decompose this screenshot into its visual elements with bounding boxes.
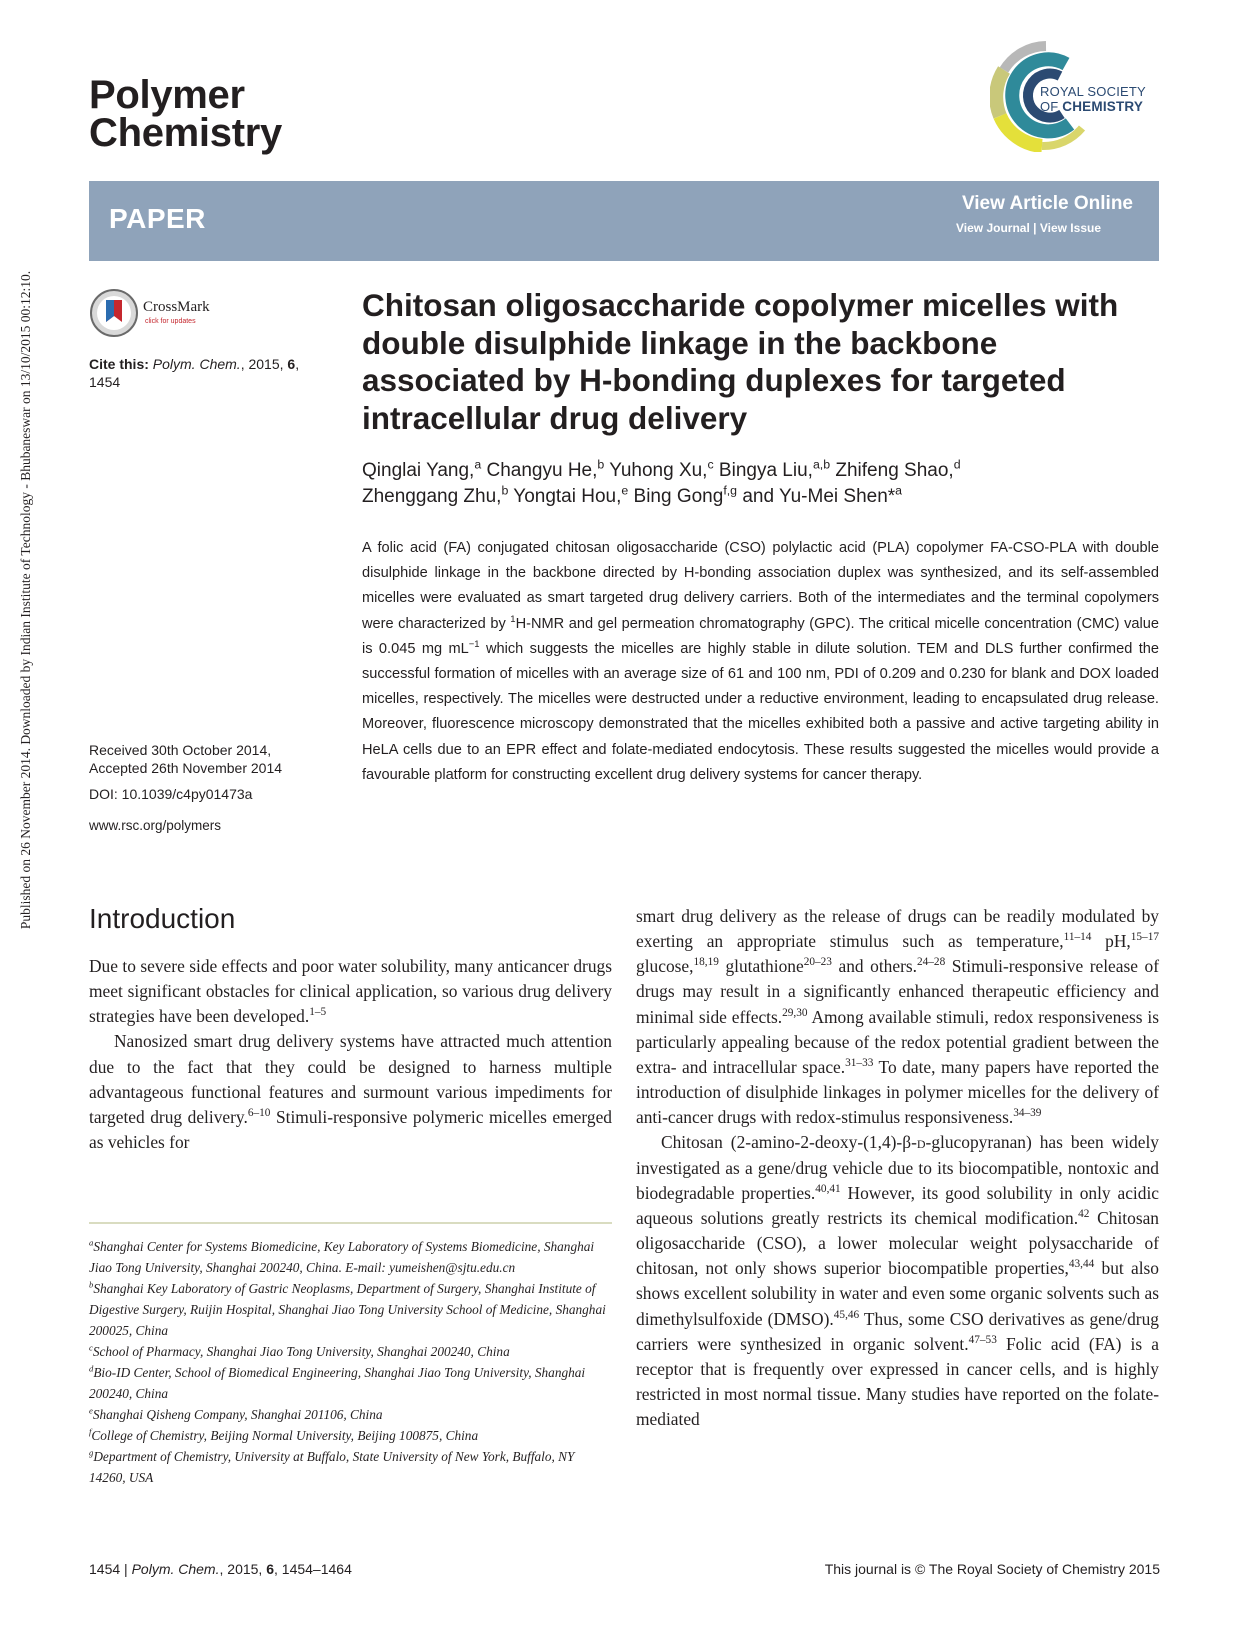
publisher-logo[interactable]	[990, 40, 1160, 152]
footnote-text: Department of Chemistry, University at Buffalo, State University of New York, Buffalo, NY 14260, USA	[89, 1449, 575, 1485]
cite-pages: , 1454	[89, 356, 300, 390]
reference-citation[interactable]: 24–28	[916, 956, 946, 969]
author-affiliation: b	[597, 457, 605, 472]
footnote-divider	[89, 1222, 612, 1224]
download-notice-text: Published on 26 November 2014. Downloaded by Indian Institute of Technology - Bhubaneswar on 13/10/2015 00:12:10.	[18, 270, 33, 930]
reference-citation[interactable]: 18,19	[693, 956, 719, 969]
received-date: Received 30th October 2014,	[89, 742, 272, 758]
body-text: pH,	[1091, 931, 1131, 952]
author: Zhifeng Shao,	[830, 460, 954, 481]
affiliation-footnotes	[89, 1236, 612, 1488]
footnote-text: Bio-ID Center, School of Biomedical Engineering, Shanghai Jiao Tong University, Shanghai 200240, China	[89, 1365, 586, 1401]
footer-year: , 2015,	[219, 1561, 267, 1577]
body-text: Chitosan oligosaccharide (CSO), a lower molecular weight polysaccharide of chitosan, not only shows superior biocompatible properties,	[636, 1207, 1160, 1279]
author-affiliation: b	[501, 483, 509, 498]
footnote-text: Shanghai Qisheng Company, Shanghai 201106, China	[92, 1407, 383, 1422]
author: Yongtai Hou,	[508, 486, 622, 507]
reference-citation[interactable]: 47–53	[968, 1333, 997, 1346]
journal-title-line1: Polymer	[89, 73, 245, 117]
footnote	[89, 1362, 612, 1404]
footnote	[89, 1278, 612, 1341]
paragraph	[89, 1029, 612, 1155]
page-footer-left	[89, 1561, 352, 1577]
footer-volume: 6	[266, 1561, 274, 1577]
author-list	[362, 458, 1162, 510]
reference-citation[interactable]: 34–39	[1013, 1107, 1042, 1120]
reference-citation[interactable]: 31–33	[845, 1057, 874, 1070]
accepted-date: Accepted 26th November 2014	[89, 760, 283, 776]
reference-citation[interactable]: 11–14	[1063, 931, 1092, 944]
footer-separator: |	[120, 1561, 132, 1577]
view-journal-link[interactable]: View Journal	[955, 221, 1030, 235]
footnote-text: School of Pharmacy, Shanghai Jiao Tong University, Shanghai 200240, China	[92, 1344, 510, 1359]
journal-title	[89, 73, 282, 155]
paragraph	[636, 904, 1159, 1130]
author: Zhenggang Zhu,	[362, 486, 502, 507]
author: Yuhong Xu,	[604, 460, 708, 481]
footnote	[89, 1236, 612, 1278]
crossmark-badge[interactable]	[89, 288, 229, 338]
crossmark-sublabel: click for updates	[145, 318, 196, 325]
body-text: To date, many papers have reported the introduction of disulphide linkages in polymer micelles for the delivery of anti-cancer drugs with redox-stimulus responsiveness.	[636, 1056, 1159, 1128]
paragraph	[89, 954, 612, 1029]
author-affiliation: a	[895, 483, 903, 498]
article-type-label: PAPER	[109, 203, 206, 234]
crossmark-label: CrossMark	[143, 299, 210, 315]
body-text: Folic acid (FA) is a receptor that is frequently over expressed in cancer cells, and is highly restricted in most normal tissue. Many studies have reported on the folate-mediated	[636, 1333, 1159, 1430]
author: and Yu-Mei Shen*	[737, 486, 896, 507]
footnote-text: Shanghai Center for Systems Biomedicine, Key Laboratory of Systems Biomedicine, Shanghai Jiao Tong University, Shanghai 200240, China. E-mail: yumeishen@sjtu.edu.cn	[89, 1239, 595, 1275]
banner-link-separator: |	[1033, 221, 1037, 235]
reference-citation[interactable]: 42	[1078, 1208, 1090, 1221]
article-type-banner	[89, 181, 1159, 261]
footnote-mark: b	[89, 1279, 94, 1290]
citation	[89, 355, 329, 391]
body-text: glucose,	[636, 956, 694, 977]
reference-citation[interactable]: 15–17	[1130, 931, 1159, 944]
doi[interactable]: DOI: 10.1039/c4py01473a	[89, 786, 253, 802]
footnote	[89, 1425, 612, 1446]
cite-volume: 6	[287, 356, 296, 372]
footnote-mark: f	[89, 1426, 92, 1437]
journal-title-line2: Chemistry	[89, 111, 282, 155]
body-text: Nanosized smart drug delivery systems have attracted much attention due to the fact that they could be designed to harness multiple advantageous functional features and surmount various impediments for targeted drug delivery.	[89, 1031, 612, 1127]
body-column-left	[89, 954, 612, 1155]
body-text: Stimuli-responsive polymeric micelles emerged as vehicles for	[89, 1106, 612, 1153]
rsc-logo-line1: ROYAL SOCIETY	[1040, 84, 1146, 99]
footnote-text: College of Chemistry, Beijing Normal University, Beijing 100875, China	[91, 1428, 479, 1443]
footnote-mark: a	[89, 1237, 94, 1248]
rsc-logo-text	[1040, 84, 1146, 114]
footnote-mark: g	[89, 1447, 94, 1458]
copyright-notice: This journal is © The Royal Society of Chemistry 2015	[824, 1561, 1160, 1577]
body-text: Due to severe side effects and poor water solubility, many anticancer drugs meet significant obstacles for clinical application, so various drug delivery strategies have been developed.	[89, 956, 612, 1027]
author: Bing Gong	[628, 486, 724, 507]
abstract-text: H-NMR and gel permeation chromatography (GPC). The critical micelle concentration (CMC) value is 0.045 mg mL	[362, 615, 1159, 657]
body-text: but also shows excellent solubility in water and even some organic solvents such as dimethylsulfoxide (DMSO).	[636, 1258, 1159, 1329]
body-text: -glucopyranan) has been widely investigated as a gene/drug vehicle due to its biocompatible, nontoxic and biodegradable properties.	[636, 1132, 1160, 1203]
body-text: and others.	[831, 956, 917, 977]
body-text: Among available stimuli, redox responsiveness is particularly appealing because of the redox potential gradient between the extra- and intracellular space.	[636, 1006, 1160, 1077]
paragraph	[636, 1130, 1159, 1432]
banner-links	[956, 221, 1101, 235]
abstract-text: A folic acid (FA) conjugated chitosan oligosaccharide (CSO) polylactic acid (PLA) copolymer FA-CSO-PLA with double disulphide linkage in the backbone directed by H-bonding association duplex was synthesized, and its self-assembled micelles were evaluated as smart targeted drug delivery carriers. Both of the intermediates and the terminal copolymers were characterized by	[362, 540, 1159, 632]
abstract-text: which suggests the micelles are highly stable in dilute solution. TEM and DLS further confirmed the successful formation of micelles with an average size of 61 and 100 nm, PDI of 0.209 and 0.230 for blank and DOX loaded micelles, respectively. The micelles were destructed under a reductive environment, leading to encapsulated drug release. Moreover, fluorescence microscopy demonstrated that the micelles exhibited both a passive and active targeting ability in HeLA cells due to an EPR effect and folate-mediated endocytosis. These results suggested the micelles would provide a favourable platform for constructing excellent drug delivery systems for cancer therapy.	[362, 640, 1159, 783]
journal-website-link[interactable]: www.rsc.org/polymers	[89, 818, 222, 833]
author: Bingya Liu,	[713, 460, 813, 481]
abstract	[362, 536, 1159, 788]
author: Qinglai Yang,	[362, 460, 475, 481]
author-affiliation: c	[707, 457, 714, 472]
author-affiliation: e	[621, 483, 629, 498]
abstract-superscript: 1	[510, 613, 516, 625]
reference-citation[interactable]: 6–10	[247, 1107, 271, 1120]
body-text: d	[916, 1132, 926, 1153]
author-affiliation: a	[474, 457, 482, 472]
cite-year: , 2015,	[240, 356, 288, 372]
body-text: However, its good solubility in only acidic aqueous solutions greatly restricts its chemical modification.	[636, 1182, 1160, 1228]
cite-journal: Polym. Chem.	[152, 356, 241, 372]
reference-citation[interactable]: 43,44	[1068, 1258, 1095, 1271]
crossmark-icon	[89, 288, 139, 338]
body-column-right	[636, 904, 1159, 1432]
reference-citation[interactable]: 45,46	[833, 1308, 860, 1321]
body-text: smart drug delivery as the release of drugs can be readily modulated by exerting an appropriate stimulus such as temperature,	[636, 906, 1159, 952]
footnote	[89, 1341, 612, 1362]
author-affiliation: a,b	[812, 457, 831, 472]
rsc-logo-line2-bold: CHEMISTRY	[1062, 99, 1144, 114]
cite-prefix: Cite this:	[89, 356, 149, 372]
footnote	[89, 1446, 612, 1488]
reference-citation[interactable]: 1–5	[309, 1006, 327, 1019]
article-title: Chitosan oligosaccharide copolymer micelles with double disulphide linkage in the backbone associated by H-bonding duplexes for targeted intracellular drug delivery	[362, 287, 1119, 436]
reference-citation[interactable]: 20–23	[803, 956, 832, 969]
body-text: Chitosan (2-amino-2-deoxy-(1,4)-β-	[661, 1132, 917, 1153]
author: Changyu He,	[481, 460, 598, 481]
footnote-mark: e	[89, 1405, 93, 1416]
author-affiliation: f,g	[723, 483, 738, 498]
download-notice	[18, 200, 34, 1000]
author-affiliation: d	[953, 457, 961, 472]
received-dates	[89, 741, 329, 777]
footer-journal: Polym. Chem.	[131, 1561, 220, 1577]
view-article-online-link[interactable]: View Article Online	[961, 193, 1133, 214]
section-heading-introduction: Introduction	[89, 903, 236, 934]
footnote-mark: c	[89, 1342, 93, 1353]
body-text: Stimuli-responsive release of drugs may result in a significantly enhanced therapeutic efficiency and minimal side effects.	[636, 956, 1159, 1027]
footer-pages: , 1454–1464	[274, 1561, 352, 1577]
footnote-text: Shanghai Key Laboratory of Gastric Neoplasms, Department of Surgery, Shanghai Institute of Digestive Surgery, Ruijin Hospital, Shanghai Jiao Tong University School of Medicine, Shanghai 200025, China	[89, 1281, 606, 1338]
footnote	[89, 1404, 612, 1425]
reference-citation[interactable]: 29,30	[782, 1006, 808, 1019]
footnote-mark: d	[89, 1363, 94, 1374]
abstract-superscript: −1	[468, 638, 480, 650]
body-text: Thus, some CSO derivatives as gene/drug carriers were synthesized in organic solvent.	[636, 1308, 1159, 1354]
view-issue-link[interactable]: View Issue	[1039, 221, 1101, 235]
reference-citation[interactable]: 40,41	[815, 1182, 841, 1195]
body-text: glutathione	[718, 956, 804, 977]
page-number: 1454	[89, 1561, 121, 1577]
rsc-logo-line2-prefix: OF	[1040, 99, 1059, 114]
